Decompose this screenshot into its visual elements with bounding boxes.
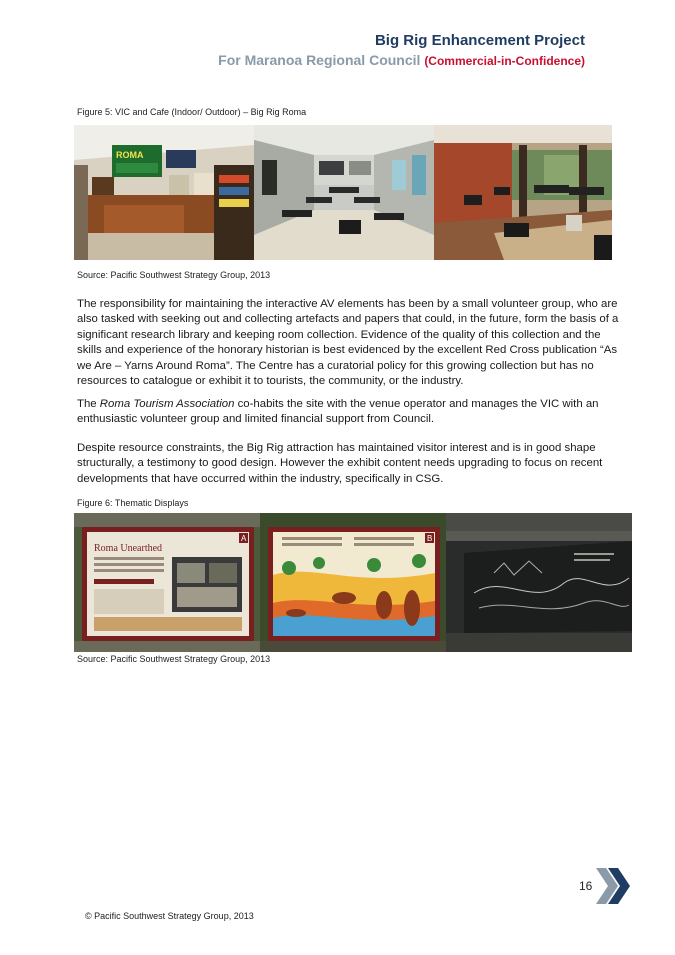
figure-5-photo-strip bbox=[74, 125, 612, 260]
display-panel-a bbox=[74, 513, 260, 652]
footer-copyright: © Pacific Southwest Strategy Group, 2013 bbox=[85, 911, 254, 921]
figure-6-source: Source: Pacific Southwest Strategy Group, 2013 bbox=[77, 654, 271, 664]
paragraph-3: Despite resource constraints, the Big Rig attraction has maintained visitor interest and is in good shape structurally, a testimony to good design. However the exhibit content needs upgrading to focus on recent developments that have occurred within the industry, specifically in CSG. bbox=[77, 442, 603, 485]
cafe-outdoor-photo bbox=[434, 125, 612, 260]
figure-5-caption: Figure 5: VIC and Cafe (Indoor/ Outdoor) – Big Rig Roma bbox=[77, 107, 307, 117]
figure-5-source: Source: Pacific Southwest Strategy Group, 2013 bbox=[77, 270, 271, 280]
panel-a-title: Roma Unearthed bbox=[94, 543, 163, 554]
vic-interior-photo bbox=[74, 125, 254, 260]
figure-6-photos bbox=[74, 513, 632, 652]
document-subtitle bbox=[218, 52, 585, 68]
figure-5-photos bbox=[74, 125, 612, 260]
display-mural-dark bbox=[446, 513, 632, 652]
paragraph-1: The responsibility for maintaining the interactive AV elements has been by a small volunteer group, who are also tasked with seeking out and collecting artefacts and papers that could, in the future, form the basis of a significant research library and keeping room collection. Evidence of the quality of this collection and the skills and experience of the honorary historian is best evidenced by the excellent Red Cross publication “As we Are – Yarns Around Roma”. The Centre has a curatorial policy for this growing collection but has no resources to catalogue or exhibit it to tourists, the community, or the industry. bbox=[77, 298, 619, 388]
roma-tourism-association: Roma Tourism Association bbox=[99, 398, 235, 410]
document-title: Big Rig Enhancement Project bbox=[374, 32, 585, 49]
cafe-indoor-photo bbox=[254, 125, 434, 260]
panel-a-label: A bbox=[241, 534, 247, 543]
figure-6-caption: Figure 6: Thematic Displays bbox=[77, 498, 189, 508]
paragraph-2-lead: The bbox=[77, 398, 100, 410]
page-number: 16 bbox=[579, 879, 593, 893]
display-panel-b bbox=[260, 513, 446, 652]
paragraph-2 bbox=[77, 397, 625, 428]
paragraph-2-rest: co-habits the site with the venue operator and manages the VIC with an enthusiastic volunteer group and limited financial support from Council. bbox=[77, 398, 599, 426]
client-name: For Maranoa Regional Council bbox=[218, 52, 421, 68]
panel-b-label: B bbox=[427, 534, 433, 543]
roma-sign-text: ROMA bbox=[116, 150, 144, 160]
chevron-logo-icon bbox=[594, 866, 632, 906]
figure-6-photo-strip bbox=[74, 513, 632, 652]
confidential-label: (Commercial-in-Confidence) bbox=[424, 54, 585, 68]
